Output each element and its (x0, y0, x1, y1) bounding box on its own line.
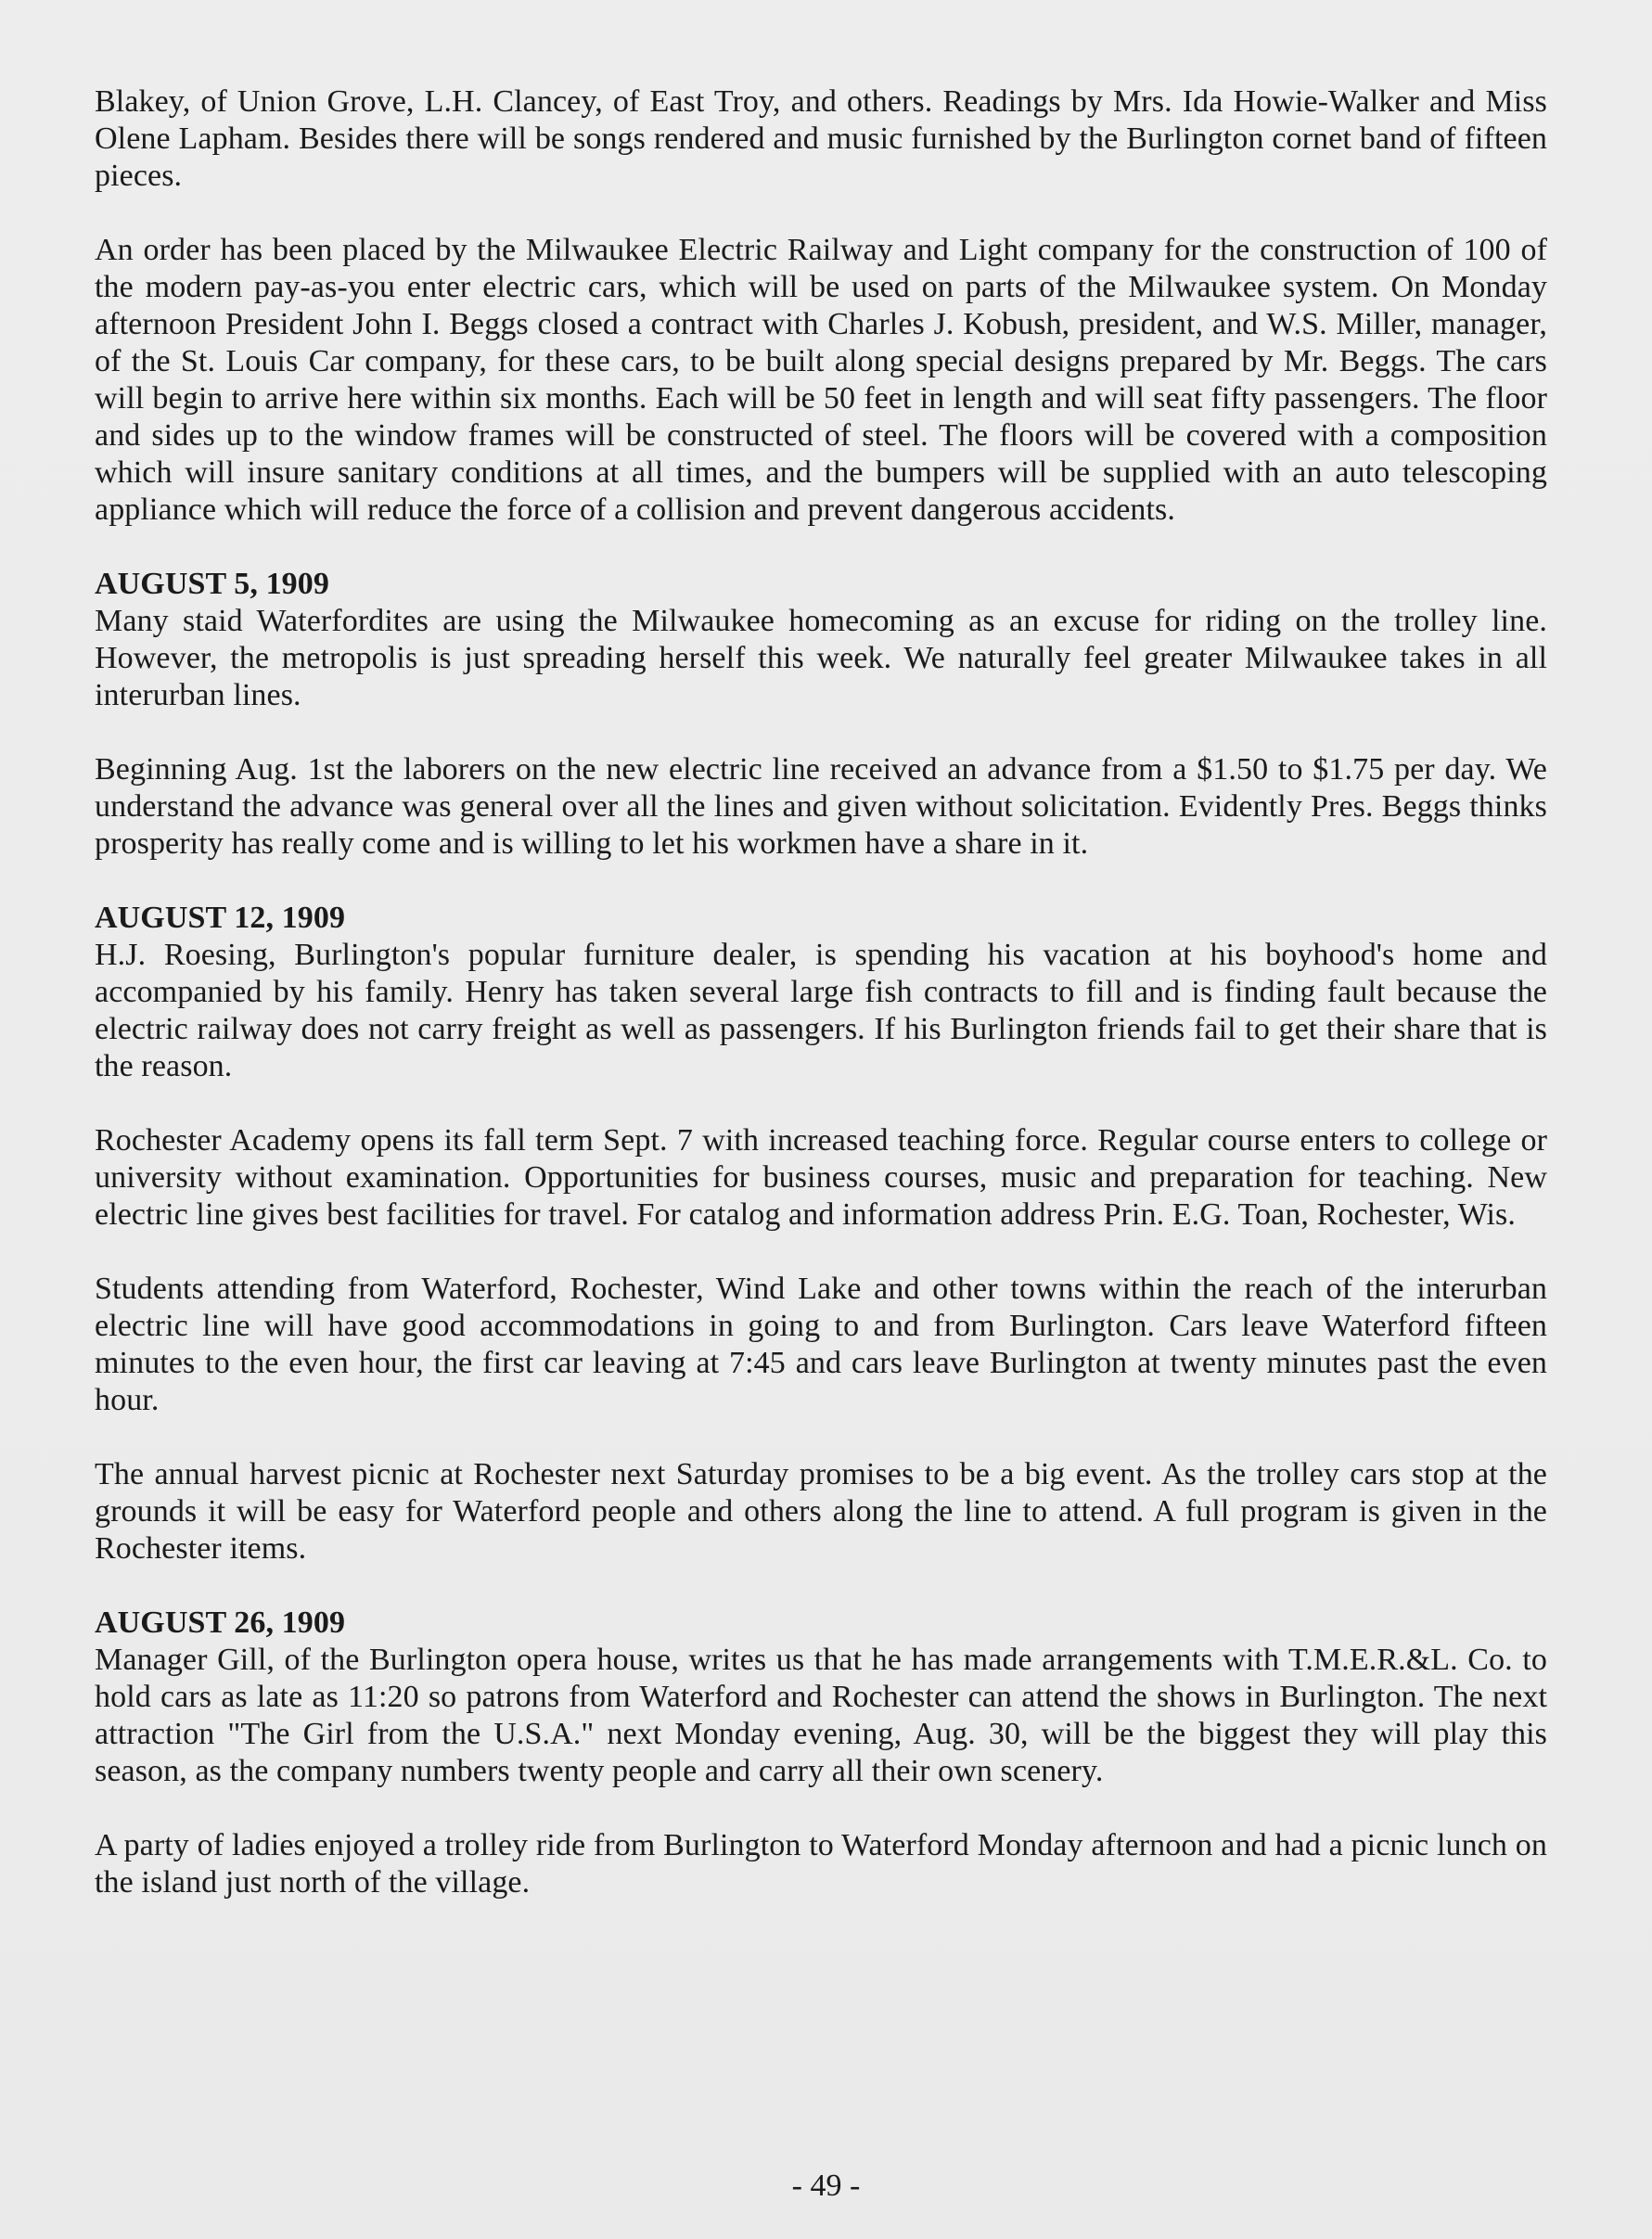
page-number: - 49 - (791, 2169, 861, 2203)
section-heading: AUGUST 26, 1909 (95, 1606, 346, 1640)
dated-section (95, 1605, 1547, 1901)
article-body (95, 83, 1547, 1938)
dated-section (95, 566, 1547, 863)
paragraph: Rochester Academy opens its fall term Sept. 7 with increased teaching force. Regular course enters to college or university without examination. Opportunities for business courses, music and preparation for teaching. New electric line gives best facilities for travel. For catalog and information address Prin. E.G. Toan, Rochester, Wis. (95, 1123, 1547, 1232)
paragraph: Manager Gill, of the Burlington opera house, writes us that he has made arrangements with T.M.E.R.&L. Co. to hold cars as late as 11:20 so patrons from Waterford and Rochester can attend the shows in Burlington. The next attraction "The Girl from the U.S.A." next Monday evening, Aug. 30, will be the biggest they will play this season, as the company numbers twenty people and carry all their own scenery. (95, 1643, 1547, 1788)
paragraph: Students attending from Waterford, Rochester, Wind Lake and other towns within the reach of the interurban electric line will have good accommodations in going to and from Burlington. Cars leave Waterford fifteen minutes to the even hour, the first car leaving at 7:45 and cars leave Burlington at twenty minutes past the even hour. (95, 1272, 1547, 1417)
paragraph: Many staid Waterfordites are using the Milwaukee homecoming as an excuse for riding on the trolley line. However, the metropolis is just spreading herself this week. We naturally feel greater Milwaukee takes in all interurban lines. (95, 604, 1547, 712)
paragraph: H.J. Roesing, Burlington's popular furniture dealer, is spending his vacation at his boyhood's home and accompanied by his family. Henry has taken several large fish contracts to fill and is finding fault because the electric railway does not carry freight as well as passengers. If his Burlington friends fail to get their share that is the reason. (95, 938, 1547, 1083)
paragraph: Blakey, of Union Grove, L.H. Clancey, of East Troy, and others. Readings by Mrs. Ida Howie-Walker and Miss Olene Lapham. Besides there will be songs rendered and music furnished by the Burlington cornet band of fifteen pieces. (95, 84, 1547, 193)
paragraph: A party of ladies enjoyed a trolley ride from Burlington to Waterford Monday afternoon and had a picnic lunch on the island just north of the village. (95, 1828, 1547, 1900)
section-heading: AUGUST 12, 1909 (95, 901, 346, 935)
section-heading: AUGUST 5, 1909 (95, 567, 329, 601)
paragraph: Beginning Aug. 1st the laborers on the new electric line received an advance from a $1.50 to $1.75 per day. We understand the advance was general over all the lines and given without solicitation. Evidently Pres. Beggs thinks prosperity has really come and is willing to let his workmen have a share in it. (95, 752, 1547, 861)
dated-section (95, 900, 1547, 1567)
paragraph: The annual harvest picnic at Rochester next Saturday promises to be a big event. As the trolley cars stop at the grounds it will be easy for Waterford people and others along the line to attend. A full program is given in the Rochester items. (95, 1457, 1547, 1566)
paragraph: An order has been placed by the Milwaukee Electric Railway and Light company for the construction of 100 of the modern pay-as-you enter electric cars, which will be used on parts of the Milwaukee system. On Monday afternoon President John I. Beggs closed a contract with Charles J. Kobush, president, and W.S. Miller, manager, of the St. Louis Car company, for these cars, to be built along special designs prepared by Mr. Beggs. The cars will begin to arrive here within six months. Each will be 50 feet in length and will seat fifty passengers. The floor and sides up to the window frames will be constructed of steel. The floors will be covered with a composition which will insure sanitary conditions at all times, and the bumpers will be supplied with an auto telescoping appliance which will reduce the force of a collision and prevent dangerous accidents. (95, 233, 1547, 527)
